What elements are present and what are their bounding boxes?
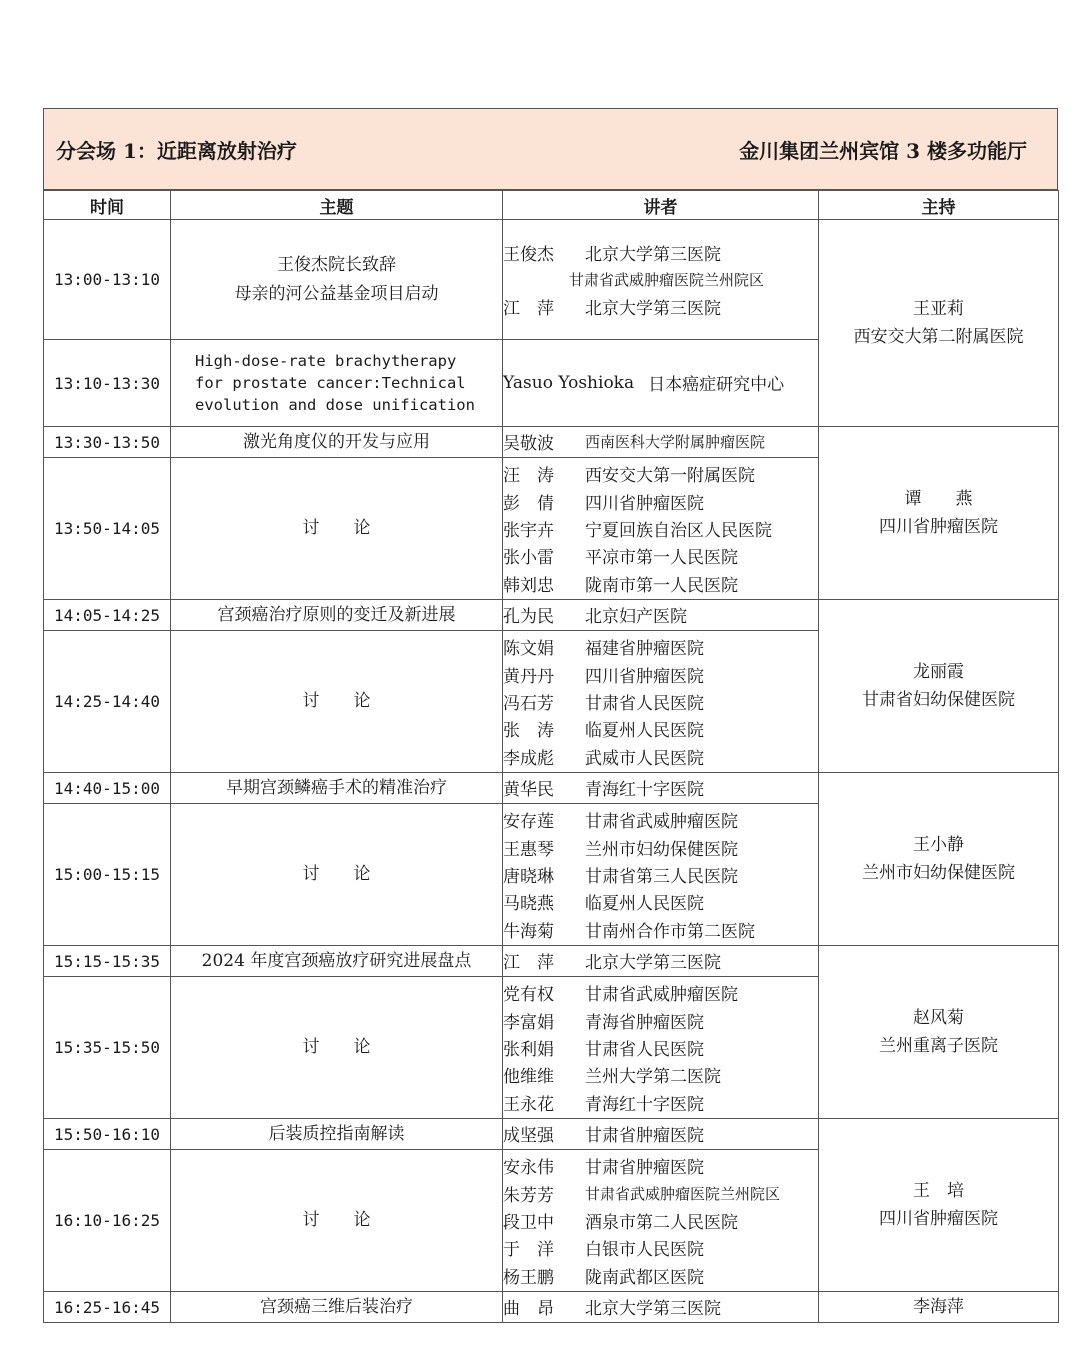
speaker-name: 张宇卉	[503, 520, 554, 541]
speaker-entry	[503, 660, 818, 687]
schedule-row	[44, 427, 1059, 458]
host-cell	[819, 773, 1059, 946]
schedule-row	[44, 946, 1059, 977]
speaker-name: 党有权	[503, 985, 554, 1006]
topic-cell	[171, 220, 503, 340]
speaker-name: 吴敬波	[503, 434, 554, 455]
speaker-hospital: 宁夏回族自治区人民医院	[585, 520, 772, 541]
speaker-cell	[503, 804, 819, 946]
host-name: 王 培	[913, 1181, 964, 1201]
schedule-frame	[43, 108, 1058, 1323]
speaker-cell	[503, 340, 819, 427]
host-hospital: 兰州重离子医院	[879, 1036, 998, 1056]
speaker-name: 王永花	[503, 1094, 554, 1115]
topic-line: evolution and dose unification	[195, 396, 475, 414]
topic-line: 讨 论	[302, 1210, 371, 1230]
col-topic: 主题	[171, 191, 503, 220]
host-cell	[819, 946, 1059, 1119]
time-cell: 14:40-15:00	[44, 773, 171, 804]
topic-cell	[171, 1119, 503, 1150]
speaker-hospital: 福建省肿瘤医院	[585, 639, 704, 660]
speaker-cell	[503, 946, 819, 977]
speaker-hospital: 甘南州合作市第二医院	[585, 921, 755, 942]
speaker-hospital: 甘肃省肿瘤医院	[585, 1126, 704, 1147]
speaker-hospital: 甘肃省人民医院	[585, 693, 704, 714]
speaker-entry	[503, 715, 818, 742]
speaker-hospital: 北京大学第三医院	[585, 953, 721, 974]
speaker-entry	[503, 916, 818, 943]
speaker-name: 江 萍	[503, 299, 554, 320]
host-cell	[819, 427, 1059, 600]
host-hospital: 甘肃省妇幼保健医院	[862, 690, 1015, 710]
topic-cell	[171, 1150, 503, 1292]
topic-cell	[171, 458, 503, 600]
time-cell: 13:10-13:30	[44, 340, 171, 427]
speaker-entry	[503, 487, 818, 514]
host-name: 李海萍	[913, 1297, 964, 1317]
speaker-cell	[503, 1150, 819, 1292]
speaker-entry	[503, 460, 818, 487]
speaker-entry	[503, 601, 818, 628]
topic-line: 王俊杰院长致辞	[277, 254, 396, 275]
topic-line: High-dose-rate brachytherapy	[195, 352, 457, 370]
topic-cell	[171, 631, 503, 773]
speaker-hospital: 北京妇产医院	[585, 607, 687, 628]
schedule-row	[44, 1119, 1059, 1150]
speaker-entry	[503, 633, 818, 660]
session-title: 分会场 1：近距离放射治疗	[56, 138, 297, 163]
speaker-entry	[503, 1293, 818, 1320]
speaker-hospital: 北京大学第三医院	[585, 299, 721, 320]
schedule-row	[44, 1292, 1059, 1323]
time-cell: 13:00-13:10	[44, 220, 171, 340]
topic-cell	[171, 1292, 503, 1323]
speaker-entry	[503, 1207, 818, 1234]
host-cell	[819, 220, 1059, 427]
time-cell: 13:30-13:50	[44, 427, 171, 458]
speaker-name: 李富娟	[503, 1012, 554, 1033]
speaker-cell	[503, 220, 819, 340]
time-cell: 13:50-14:05	[44, 458, 171, 600]
speaker-entry	[503, 774, 818, 801]
speaker-name: 段卫中	[503, 1212, 554, 1233]
speaker-name: 于 洋	[503, 1240, 554, 1261]
speaker-hospital: 西安交大第一附属医院	[585, 466, 755, 487]
time-cell: 16:10-16:25	[44, 1150, 171, 1292]
speaker-name: 张小雷	[503, 548, 554, 569]
topic-cell	[171, 773, 503, 804]
speaker-name: 杨王鹏	[503, 1267, 554, 1288]
speaker-hospital: 平凉市第一人民医院	[585, 548, 738, 569]
speaker-name: 朱芳芳	[503, 1185, 554, 1206]
speaker-entry	[503, 1006, 818, 1033]
speaker-hospital: 陇南市第一人民医院	[585, 575, 738, 596]
time-cell: 15:00-15:15	[44, 804, 171, 946]
time-cell: 14:25-14:40	[44, 631, 171, 773]
speaker-entry	[503, 293, 818, 320]
speaker-cell	[503, 773, 819, 804]
speaker-hospital: 临夏州人民医院	[585, 894, 704, 915]
topic-cell	[171, 977, 503, 1119]
topic-line: 讨 论	[302, 1037, 371, 1057]
speaker-cell	[503, 600, 819, 631]
speaker-hospital: 北京大学第三医院	[585, 1299, 721, 1320]
speaker-entry	[503, 688, 818, 715]
header-row	[44, 191, 1059, 220]
topic-line: 讨 论	[302, 691, 371, 711]
speaker-entry	[503, 1061, 818, 1088]
time-cell: 15:15-15:35	[44, 946, 171, 977]
speaker-hospital: 甘肃省人民医院	[585, 1039, 704, 1060]
topic-cell	[171, 340, 503, 427]
speaker-cell	[503, 458, 819, 600]
schedule-row	[44, 600, 1059, 631]
speaker-entry	[503, 947, 818, 974]
host-hospital: 西安交大第二附属医院	[853, 327, 1024, 347]
speaker-hospital: 甘肃省武威肿瘤医院兰州院区	[585, 1184, 781, 1203]
time-cell: 16:25-16:45	[44, 1292, 171, 1323]
speaker-name: 黄华民	[503, 780, 554, 801]
speaker-cell	[503, 1119, 819, 1150]
host-hospital: 四川省肿瘤医院	[879, 517, 998, 537]
speaker-name: 冯石芳	[503, 693, 554, 714]
topic-cell	[171, 427, 503, 458]
speaker-hospital: 四川省肿瘤医院	[585, 493, 704, 514]
time-cell: 15:35-15:50	[44, 977, 171, 1119]
speaker-hospital: 武威市人民医院	[585, 748, 704, 769]
schedule-row	[44, 773, 1059, 804]
topic-line: 后装质控指南解读	[268, 1123, 405, 1144]
speaker-hospital: 兰州市妇幼保健医院	[585, 839, 738, 860]
speaker-name: 王惠琴	[503, 839, 554, 860]
speaker-entry	[503, 515, 818, 542]
speaker-name: 唐晓琳	[503, 866, 554, 887]
speaker-hospital: 北京大学第三医院	[585, 244, 721, 265]
topic-line: 讨 论	[302, 518, 371, 538]
speaker-cell	[503, 977, 819, 1119]
speaker-entry	[503, 743, 818, 770]
speaker-name: 汪 涛	[503, 466, 554, 487]
speaker-entry	[503, 1234, 818, 1261]
speaker-name: 张利娟	[503, 1039, 554, 1060]
speaker-hospital: 四川省肿瘤医院	[585, 666, 704, 687]
speaker-hospital: 甘肃省武威肿瘤医院兰州院区	[569, 270, 765, 289]
topic-line: 2024 年度宫颈癌放疗研究进展盘点	[201, 950, 472, 971]
time-cell: 15:50-16:10	[44, 1119, 171, 1150]
speaker-entry	[503, 428, 818, 455]
schedule-row	[44, 220, 1059, 340]
host-name: 龙丽霞	[913, 662, 964, 682]
speaker-hospital: 甘肃省第三人民医院	[585, 866, 738, 887]
speaker-entry	[503, 1089, 818, 1116]
speaker-entry	[503, 369, 818, 396]
speaker-hospital: 甘肃省武威肿瘤医院	[585, 985, 738, 1006]
speaker-name: 彭 倩	[503, 493, 554, 514]
speaker-name: 江 萍	[503, 953, 554, 974]
speaker-hospital: 日本癌症研究中心	[648, 375, 785, 396]
speaker-entry	[503, 1120, 818, 1147]
speaker-entry	[503, 1034, 818, 1061]
speaker-hospital: 兰州大学第二医院	[585, 1067, 721, 1088]
host-hospital: 四川省肿瘤医院	[879, 1209, 998, 1229]
speaker-name: Yasuo Yoshioka	[503, 372, 635, 393]
speaker-name: 成坚强	[503, 1126, 554, 1147]
speaker-hospital: 甘肃省武威肿瘤医院	[585, 812, 738, 833]
schedule-body	[44, 220, 1059, 1323]
speaker-entry	[503, 1152, 818, 1179]
host-hospital: 兰州市妇幼保健医院	[862, 863, 1015, 883]
speaker-hospital: 白银市人民医院	[585, 1240, 704, 1261]
host-cell	[819, 1119, 1059, 1292]
speaker-hospital: 西南医科大学附属肿瘤医院	[585, 433, 766, 452]
speaker-name: 张 涛	[503, 721, 554, 742]
speaker-entry	[503, 833, 818, 860]
topic-line: 宫颈癌治疗原则的变迁及新进展	[217, 604, 456, 625]
speaker-hospital: 酒泉市第二人民医院	[585, 1212, 738, 1233]
speaker-entry	[503, 238, 818, 265]
speaker-hospital: 青海红十字医院	[585, 1094, 704, 1115]
col-time: 时间	[44, 191, 171, 220]
speaker-name: 他维维	[503, 1067, 554, 1088]
speaker-name: 陈文娟	[503, 639, 554, 660]
speaker-entry	[503, 542, 818, 569]
topic-cell	[171, 804, 503, 946]
speaker-cell	[503, 427, 819, 458]
speaker-name: 马晓燕	[503, 894, 554, 915]
speaker-name: 曲 昂	[503, 1299, 554, 1320]
speaker-entry	[503, 1262, 818, 1289]
speaker-entry	[503, 1179, 818, 1206]
topic-line: 早期宫颈鳞癌手术的精准治疗	[226, 777, 447, 798]
speaker-name: 安永伟	[503, 1158, 554, 1179]
topic-line: 激光角度仪的开发与应用	[243, 431, 430, 452]
speaker-name: 孔为民	[503, 607, 554, 628]
topic-line: 宫颈癌三维后装治疗	[260, 1296, 413, 1317]
speaker-cell	[503, 631, 819, 773]
speaker-entry	[503, 266, 818, 293]
speaker-name: 黄丹丹	[503, 666, 554, 687]
host-name: 王小静	[913, 835, 964, 855]
speaker-name: 王俊杰	[503, 244, 554, 265]
host-name: 王亚莉	[913, 299, 964, 319]
topic-line: for prostate cancer:Technical	[195, 374, 466, 392]
col-speaker: 讲者	[503, 191, 819, 220]
speaker-entry	[503, 979, 818, 1006]
speaker-cell	[503, 1292, 819, 1323]
speaker-name: 牛海菊	[503, 921, 554, 942]
speaker-entry	[503, 861, 818, 888]
host-name: 谭 燕	[904, 489, 973, 509]
topic-line: 讨 论	[302, 864, 371, 884]
speaker-name: 安存莲	[503, 812, 554, 833]
topic-cell	[171, 946, 503, 977]
host-cell	[819, 1292, 1059, 1323]
speaker-hospital: 青海省肿瘤医院	[585, 1012, 704, 1033]
speaker-hospital: 甘肃省肿瘤医院	[585, 1158, 704, 1179]
speaker-hospital: 临夏州人民医院	[585, 721, 704, 742]
speaker-entry	[503, 888, 818, 915]
speaker-hospital: 陇南武都区医院	[585, 1267, 704, 1288]
speaker-name: 李成彪	[503, 748, 554, 769]
speaker-entry	[503, 570, 818, 597]
time-cell: 14:05-14:25	[44, 600, 171, 631]
host-name: 赵风菊	[913, 1008, 964, 1028]
topic-cell	[171, 600, 503, 631]
topic-line: 母亲的河公益基金项目启动	[234, 283, 439, 304]
col-host: 主持	[819, 191, 1059, 220]
venue: 金川集团兰州宾馆 3 楼多功能厅	[739, 138, 1027, 163]
speaker-name: 韩刘忠	[503, 575, 554, 596]
session-banner	[43, 108, 1058, 190]
speaker-entry	[503, 806, 818, 833]
schedule-table	[43, 190, 1059, 1323]
host-cell	[819, 600, 1059, 773]
speaker-hospital: 青海红十字医院	[585, 780, 704, 801]
